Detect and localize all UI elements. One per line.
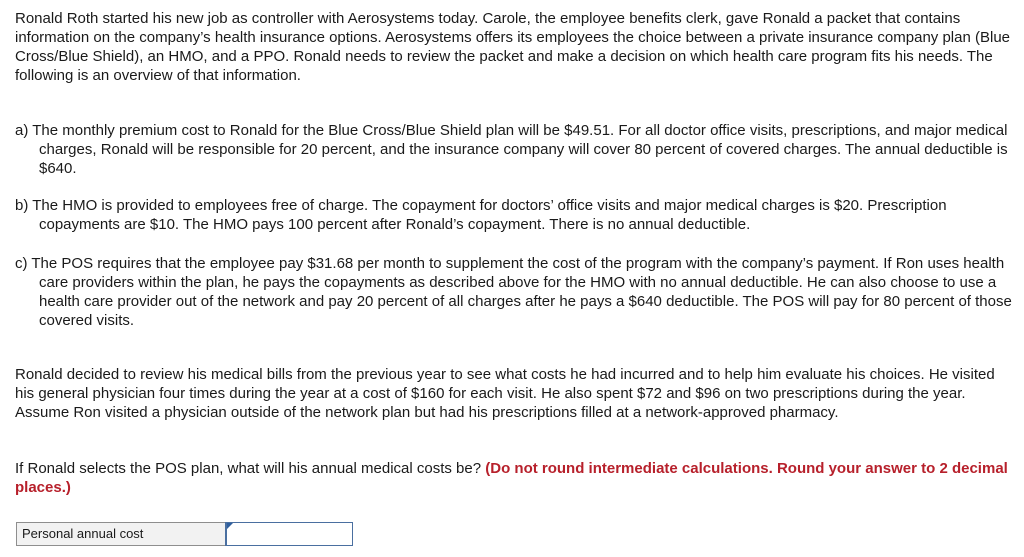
option-b-hmo: b) The HMO is provided to employees free of charge. The copayment for doctors’ office visits and major medical charges is $20. Prescription copayments are $10. The HMO pays 100 percent after Ronald’s copayment. There is no annual deductible. (15, 197, 947, 233)
answer-input-wrapper (225, 522, 353, 546)
input-corner-marker-icon (227, 523, 233, 529)
answer-label: Personal annual cost (16, 522, 225, 546)
question-text: If Ronald selects the POS plan, what will his annual medical costs be? (15, 460, 482, 477)
answer-row (16, 522, 353, 546)
personal-annual-cost-input[interactable] (225, 522, 353, 546)
medical-bills-paragraph: Ronald decided to review his medical bills from the previous year to see what costs he had incurred and to help him evaluate his choices. He visited his general physician four times during the year at a cost of $160 for each visit. He also spent $72 and $96 on two prescriptions during the year. Assume Ron visited a physician outside of the network plan but had his prescriptions filled at a network-approved pharmacy. (15, 366, 995, 421)
question-paragraph (15, 459, 1010, 497)
option-c-pos: c) The POS requires that the employee pay $31.68 per month to supplement the cost of the program with the company’s payment. If Ron uses health care providers within the plan, he pays the copayments as described above for the HMO with no annual deductible. He can also choose to use a health care provider out of the network and pay 20 percent of all charges after he pays a $640 deductible. The POS will pay for 80 percent of those covered visits. (15, 255, 1012, 329)
question-instruction: (Do not round intermediate calculations. Round your answer to 2 decimal places.) (15, 460, 1008, 496)
option-a-blue-cross: a) The monthly premium cost to Ronald for the Blue Cross/Blue Shield plan will be $49.51. For all doctor office visits, prescriptions, and major medical charges, Ronald will be responsible for 20 percent, and the insurance company will cover 80 percent of covered charges. The annual deductible is $640. (15, 122, 1008, 177)
intro-paragraph: Ronald Roth started his new job as controller with Aerosystems today. Carole, the employee benefits clerk, gave Ronald a packet that contains information on the company’s health insurance options. Aerosystems offers its employees the choice between a private insurance company plan (Blue Cross/Blue Shield), an HMO, and a PPO. Ronald needs to review the packet and make a decision on which health care program fits his needs. The following is an overview of that information. (15, 10, 1011, 84)
